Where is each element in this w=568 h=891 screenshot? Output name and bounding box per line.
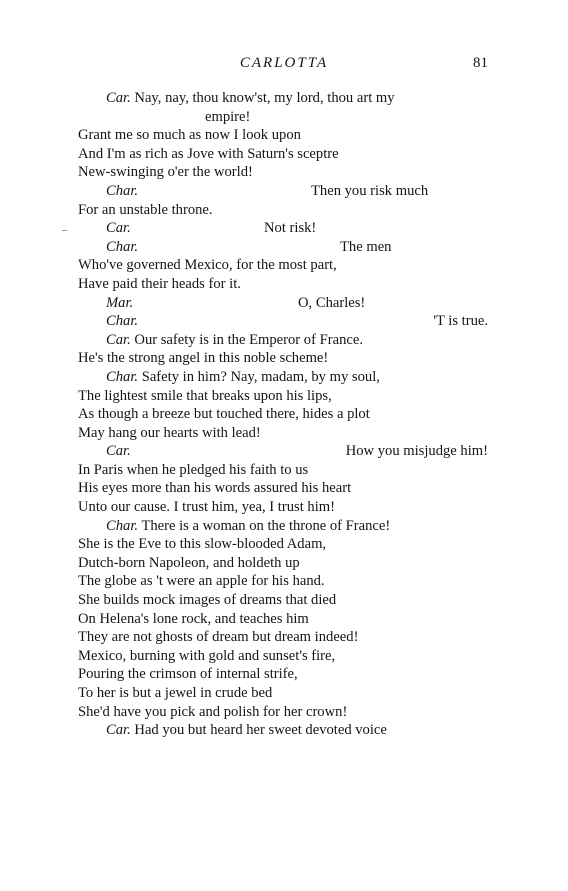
verse-line (78, 387, 488, 406)
line-text: As though a breeze but touched there, hides a plot (78, 406, 370, 423)
verse-line (78, 572, 488, 591)
speaker-label: Char. (106, 182, 139, 199)
speaker-label: Car. (106, 722, 131, 739)
verse-line (78, 517, 488, 536)
line-text: Had you but heard her sweet devoted voice (134, 722, 387, 739)
line-text: On Helena's lone rock, and teaches him (78, 610, 309, 627)
verse-line (78, 479, 488, 498)
verse-line (78, 201, 488, 220)
verse-line (78, 312, 488, 331)
line-text: Nay, nay, thou know'st, my lord, thou art my (134, 90, 395, 106)
line-text: Mexico, burning with gold and sunset's fire, (78, 647, 336, 664)
line-text: Our safety is in the Emperor of France. (134, 331, 363, 348)
speaker-label: Car. (106, 331, 131, 348)
verse-line (78, 442, 488, 461)
line-text: Dutch-born Napoleon, and holdeth up (78, 554, 300, 571)
line-text: They are not ghosts of dream but dream indeed! (78, 629, 359, 646)
verse-line (78, 238, 488, 257)
verse-line (78, 610, 488, 629)
line-text: Unto our cause. I trust him, yea, I trust him! (78, 499, 335, 516)
verse-line (78, 331, 488, 350)
page-header (0, 55, 568, 75)
line-text: She is the Eve to this slow-blooded Adam, (78, 536, 327, 553)
verse-line (78, 647, 488, 666)
line-text: In Paris when he pledged his faith to us (78, 461, 309, 478)
verse-line (78, 554, 488, 573)
line-text: There is a woman on the throne of France! (141, 517, 391, 534)
page-number: 81 (473, 55, 488, 71)
verse-line (78, 108, 488, 127)
running-title: CARLOTTA (239, 55, 329, 71)
line-text: Who've governed Mexico, for the most part, (78, 257, 337, 274)
line-text: The men (340, 238, 392, 255)
verse-line (78, 182, 488, 201)
line-text: His eyes more than his words assured his heart (78, 480, 352, 497)
verse-line (78, 89, 488, 108)
line-text: She builds mock images of dreams that died (78, 592, 337, 609)
line-text: Have paid their heads for it. (78, 275, 241, 292)
speaker-label: Char. (106, 368, 139, 385)
verse-line (78, 405, 488, 424)
verse-line (78, 703, 488, 722)
speaker-label: Char. (106, 313, 139, 330)
line-text: Grant me so much as now I look upon (78, 127, 301, 144)
verse-line (78, 145, 488, 164)
verse-line (78, 424, 488, 443)
verse-line (78, 498, 488, 517)
verse-line (78, 461, 488, 480)
line-text: May hang our hearts with lead! (78, 424, 261, 441)
verse-line (78, 628, 488, 647)
verse-line (78, 163, 488, 182)
line-text: New-swinging o'er the world! (78, 164, 253, 181)
speaker-label: Mar. (106, 294, 134, 311)
line-text: Safety in him? Nay, madam, by my soul, (141, 368, 380, 385)
line-text: The lightest smile that breaks upon his lips, (78, 387, 332, 404)
verse-line (78, 349, 488, 368)
line-text: For an unstable throne. (78, 201, 213, 218)
verse-line (78, 684, 488, 703)
line-text: 'T is true. (433, 313, 488, 330)
line-text: He's the strong angel in this noble scheme! (78, 350, 329, 367)
line-text: And I'm as rich as Jove with Saturn's sceptre (78, 145, 339, 162)
speaker-label: Car. (106, 90, 131, 106)
verse-line (78, 368, 488, 387)
line-text: How you misjudge him! (345, 443, 488, 460)
margin-mark (62, 230, 67, 231)
speaker-label: Char. (106, 238, 139, 255)
line-text: To her is but a jewel in crude bed (78, 685, 273, 701)
line-text: Not risk! (264, 220, 317, 237)
verse-block (78, 89, 488, 740)
verse-line (78, 665, 488, 684)
speaker-label: Char. (106, 517, 139, 534)
verse-line (78, 294, 488, 313)
line-text: O, Charles! (298, 294, 366, 311)
line-text: She'd have you pick and polish for her crown! (78, 703, 348, 720)
verse-line (78, 126, 488, 145)
verse-line (78, 591, 488, 610)
line-text: empire! (205, 108, 251, 125)
line-text: Pouring the crimson of internal strife, (78, 666, 298, 683)
verse-line (78, 275, 488, 294)
speaker-label: Car. (106, 443, 131, 460)
verse-line (78, 535, 488, 554)
verse-line (78, 256, 488, 275)
line-text: The globe as 't were an apple for his hand. (78, 573, 325, 590)
speaker-label: Car. (106, 220, 131, 237)
verse-line (78, 219, 488, 238)
verse-line (78, 721, 488, 740)
line-text: Then you risk much (311, 182, 429, 199)
